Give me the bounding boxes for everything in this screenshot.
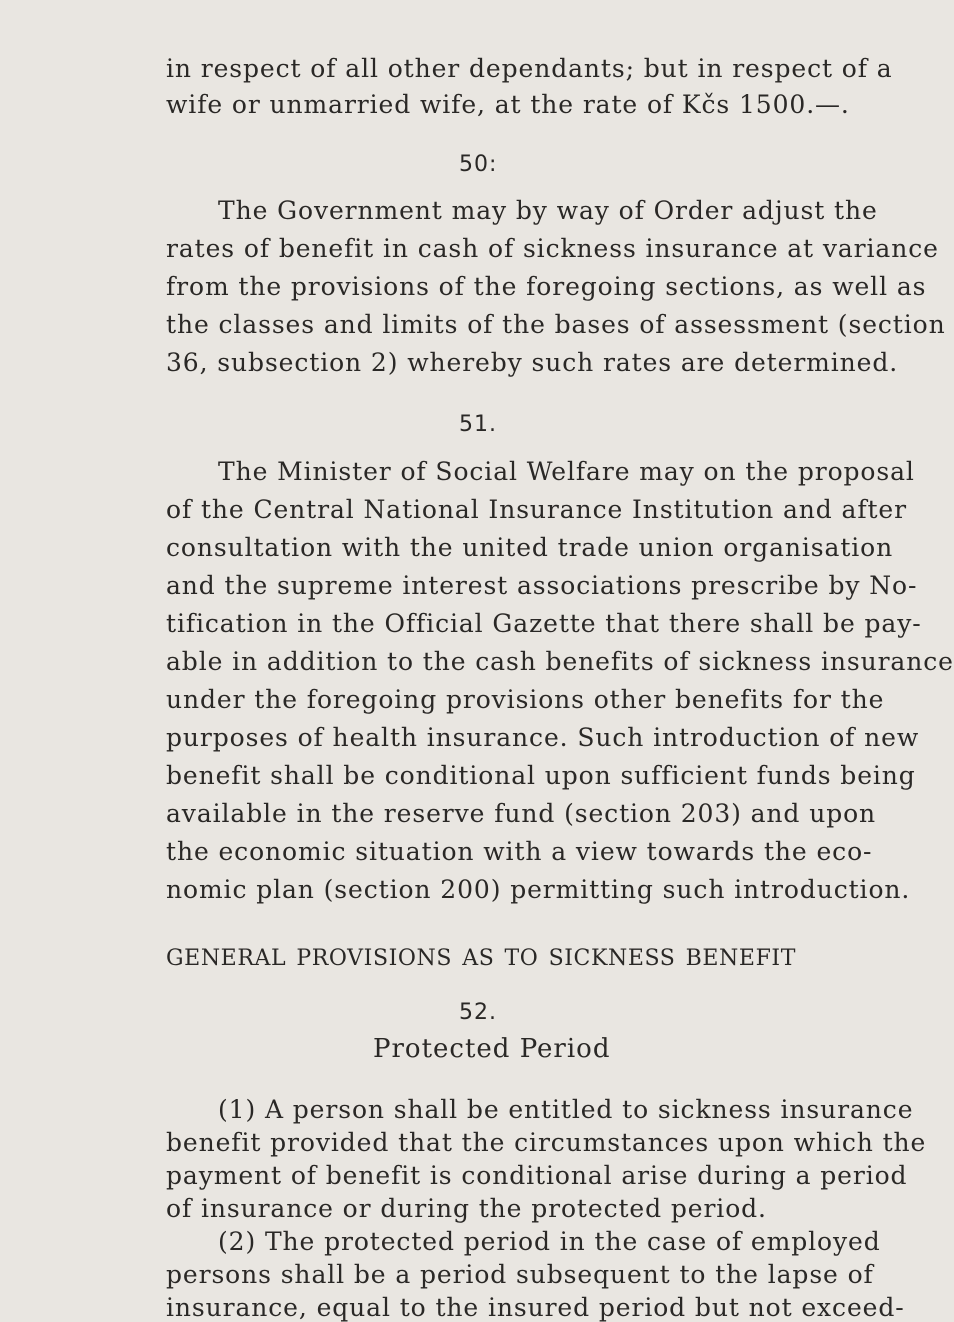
section-51-line-11: the economic situation with a view towards the eco- <box>166 837 873 866</box>
section-52-title: Protected Period <box>373 1034 611 1064</box>
section-51-line-7: under the foregoing provisions other benefits for the <box>166 685 885 714</box>
section-51-line-5: tification in the Official Gazette that there shall be pay- <box>166 609 922 638</box>
section-51-line-6: able in addition to the cash benefits of sickness insurance <box>166 647 954 676</box>
part-heading: GENERAL PROVISIONS AS TO SICKNESS BENEFIT <box>166 946 796 971</box>
section-52-line-3: payment of benefit is conditional arise during a period <box>166 1161 908 1190</box>
section-51-line-10: available in the reserve fund (section 203) and upon <box>166 799 877 828</box>
section-number-50: 50: <box>459 152 498 177</box>
section-50-line-1: The Government may by way of Order adjust the <box>218 196 878 225</box>
section-52-line-2: benefit provided that the circumstances upon which the <box>166 1128 927 1157</box>
section-51-line-9: benefit shall be conditional upon sufficient funds being <box>166 761 916 790</box>
section-51-line-12: nomic plan (section 200) permitting such introduction. <box>166 875 911 904</box>
section-51-line-8: purposes of health insurance. Such introduction of new <box>166 723 920 752</box>
intro-line-1: in respect of all other dependants; but in respect of a <box>166 54 893 83</box>
section-50-line-4: the classes and limits of the bases of assessment (section <box>166 310 946 339</box>
section-number-51: 51. <box>459 412 497 437</box>
section-51-line-2: of the Central National Insurance Institution and after <box>166 495 907 524</box>
section-52-line-6: persons shall be a period subsequent to the lapse of <box>166 1260 874 1289</box>
section-51-line-4: and the supreme interest associations prescribe by No- <box>166 571 918 600</box>
section-50-line-5: 36, subsection 2) whereby such rates are determined. <box>166 348 899 377</box>
section-51-line-3: consultation with the united trade union organisation <box>166 533 894 562</box>
intro-line-2: wife or unmarried wife, at the rate of Kčs 1500.—. <box>166 90 850 119</box>
section-52-line-1: (1) A person shall be entitled to sickness insurance <box>218 1095 914 1124</box>
section-number-52: 52. <box>459 1000 497 1025</box>
section-51-line-1: The Minister of Social Welfare may on the proposal <box>218 457 915 486</box>
section-50-line-2: rates of benefit in cash of sickness insurance at variance <box>166 234 939 263</box>
section-52-line-4: of insurance or during the protected period. <box>166 1194 767 1223</box>
section-50-line-3: from the provisions of the foregoing sections, as well as <box>166 272 927 301</box>
section-52-line-7: insurance, equal to the insured period but not exceed- <box>166 1293 905 1322</box>
section-52-line-5: (2) The protected period in the case of employed <box>218 1227 881 1256</box>
